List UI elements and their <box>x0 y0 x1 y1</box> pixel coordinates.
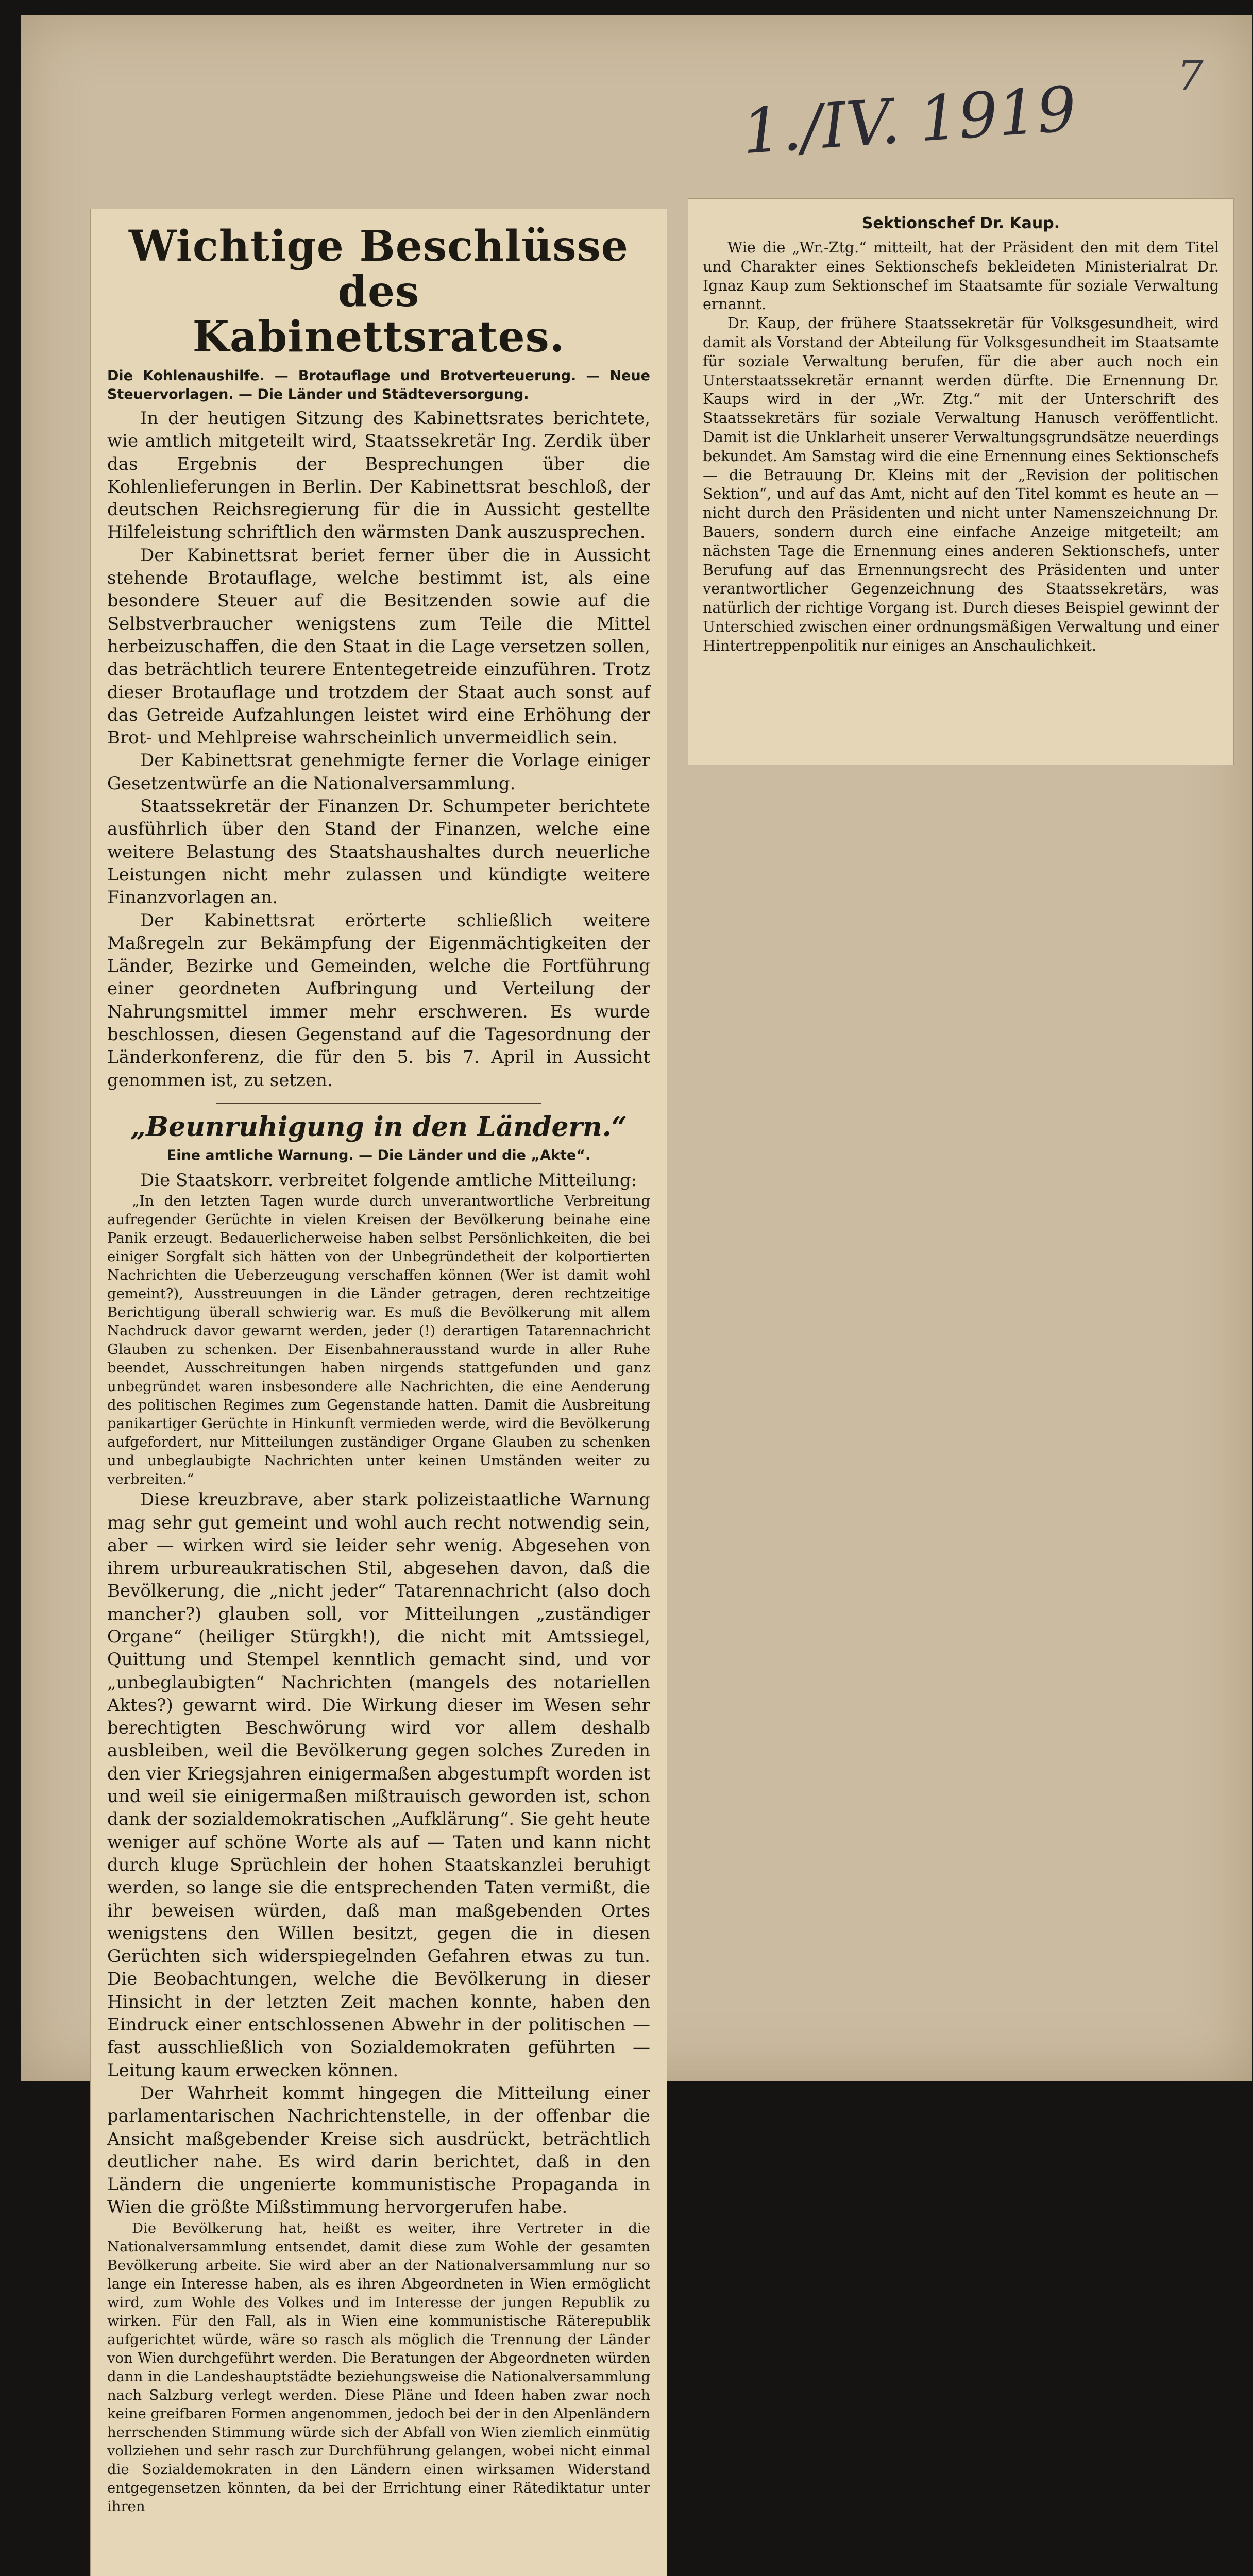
main-subheadline: Die Kohlenaushilfe. — Brotauflage und Brotverteuerung. — Neue Steuervorlagen. — Die Länder und Städteversorgung. <box>107 368 650 402</box>
quote-text: „In den letzten Tagen wurde durch unverantwortliche Verbreitung aufregender Gerüchte in vielen Kreisen der Bevölkerung beinahe eine Panik erzeugt. Bedauerlicherweise haben selbst Persönlichkeiten, die bei einiger Sorgfalt sich hätten von der Unbegründetheit der kolportierten Nachrichten die Ueberzeugung verschaffen können (Wer ist damit wohl gemeint?), Ausstreuungen in die Länder getragen, deren rechtzeitige Berichtigung überall schwierig war. Es muß die Bevölkerung mit allem Nachdruck davor gewarnt werden, jeder (!) derartigen Tatarennachricht Glauben zu schenken. Der Eisenbahnerausstand wurde in aller Ruhe beendet, Ausschreitungen haben nirgends stattgefunden und ganz unbegründet waren insbesondere alle Nachrichten, die eine Aenderung des politischen Regimes zum Gegenstande hatten. Damit die Ausbreitung panikartiger Gerüchte in Hinkunft vermieden werde, wird die Bevölkerung aufgefordert, nur Mitteilungen zuständiger Organe Glauben zu schenken und unbeglaubigte Nachrichten unter keinen Umständen weiter zu verbreiten.“ <box>107 1193 650 1488</box>
main-headline-line1: Wichtige Beschlüsse des <box>129 222 629 316</box>
official-notice-quote <box>107 1192 650 1488</box>
main-headline-line2: Kabinettsrates. <box>192 312 565 362</box>
article-divider <box>216 1103 541 1104</box>
clipping-kaup <box>688 198 1234 765</box>
second-headline: „Beunruhigung in den Ländern.“ <box>130 1111 627 1143</box>
main-paragraph-1: In der heutigen Sitzung des Kabinettsrates berichtete, wie amtlich mitgeteilt wird, Staatssekretär Ing. Zerdik über das Ergebnis der Besprechungen über die Kohlenlieferungen in Berlin. Der Kabinettsrat beschloß, der deutschen Reichsregierung für die in Aussicht gestellte Hilfeleistung schriftlich den wärmsten Dank auszusprechen. <box>107 408 650 543</box>
second-paragraph-1: Diese kreuzbrave, aber stark polizeistaatliche Warnung mag sehr gut gemeint und wohl auch recht notwendig sein, aber — wirken wird sie leider sehr wenig. Abgesehen von ihrem urbureaukratischen Stil, abgesehen davon, daß die Bevölkerung, die „nicht jeder“ Tatarennachricht (also doch mancher?) glauben soll, vor Mitteilungen „zuständiger Organe“ (heiliger Stürgkh!), die nicht mit Amtssiegel, Quittung und Stempel kenntlich gemacht sind, und vor „unbeglaubigten“ Nachrichten (mangels des notariellen Aktes?) gewarnt wird. Die Wirkung dieser im Wesen sehr berechtigten Beschwörung wird vor allem deshalb ausbleiben, weil die Bevölkerung gegen solches Zureden in den vier Kriegsjahren einigermaßen abgestumpft worden ist und weil sie einigermaßen mißtrauisch geworden ist, schon dank der sozialdemokratischen „Aufklärung“. Sie geht heute weniger auf schöne Worte als auf — Taten und kann nicht durch kluge Sprüchlein der hohen Staatskanzlei beruhigt werden, so lange sie die entsprechenden Taten vermißt, die ihr beweisen würden, daß man maßgebenden Ortes wenigstens den Willen besitzt, gegen die in diesen Gerüchten sich widerspiegelnden Gefahren etwas zu tun. Die Beobachtungen, welche die Bevölkerung in dieser Hinsicht in der letzten Zeit machen konnte, haben den Eindruck einer entschlossenen Abwehr in der politischen — fast ausschließlich von Sozialdemokraten geführten — Leitung kaum erwecken können. <box>107 1489 650 2081</box>
main-paragraph-3: Der Kabinettsrat genehmigte ferner die Vorlage einiger Gesetzentwürfe an die Nationalversammlung. <box>107 750 650 794</box>
main-article-body <box>107 407 650 1092</box>
main-headline <box>107 224 650 360</box>
main-paragraph-2: Der Kabinettsrat beriet ferner über die in Aussicht stehende Brotauflage, welche bestimmt ist, als eine besondere Steuer auf die Besitzenden sowie auf die Selbstverbraucher wenigstens zum Teile die Mittel herbeizuschaffen, die den Staat in die Lage versetzen sollen, das beträchtlich teurere Ententegetreide einzuführen. Trotz dieser Brotauflage und trotzdem der Staat auch sonst auf das Getreide Aufzahlungen leistet wird eine Erhöhung der Brot- und Mehlpreise wahrscheinlich unvermeidlich sein. <box>107 545 650 749</box>
handwritten-page-number: 7 <box>1177 52 1204 99</box>
second-intro: Die Staatskorr. verbreitet folgende amtliche Mitteilung: <box>140 1170 637 1191</box>
main-paragraph-5: Der Kabinettsrat erörterte schließlich weitere Maßregeln zur Bekämpfung der Eigenmächtigkeiten der Länder, Bezirke und Gemeinden, welche die Fortführung einer geordneten Aufbringung und Verteilung der Nahrungsmittel immer mehr erschweren. Es wurde beschlossen, diesen Gegenstand auf die Tagesordnung der Länderkonferenz, die für den 5. bis 7. April in Aussicht genommen ist, zu setzen. <box>107 910 650 1091</box>
closing-body <box>107 2219 650 2516</box>
commentary-body <box>107 1488 650 2219</box>
second-subheadline: Eine amtliche Warnung. — Die Länder und die „Akte“. <box>166 1147 591 1163</box>
clipping-cabinet-decisions <box>90 209 667 2576</box>
side-paragraph-1: Wie die „Wr.-Ztg.“ mitteilt, hat der Präsident den mit dem Titel und Charakter eines Sektionschefs bekleideten Ministerialrat Dr. Ignaz Kaup zum Sektionschef im Staatsamte für soziale Verwaltung ernannt. <box>703 239 1219 313</box>
second-closing: Die Bevölkerung hat, heißt es weiter, ihre Vertreter in die Nationalversammlung entsendet, damit diese zum Wohle der gesamten Bevölkerung arbeite. Sie wird aber an der Nationalversammlung nur so lange ein Interesse haben, als es ihren Abgeordneten in Wien ermöglicht wird, zum Wohle des Volkes und im Interesse der jungen Republik zu wirken. Für den Fall, als in Wien eine kommunistische Räterepublik aufgerichtet würde, wäre so rasch als möglich die Trennung der Länder von Wien durchgeführt werden. Die Beratungen der Abgeordneten würden dann in die Landeshauptstädte beziehungsweise die Nationalversammlung nach Salzburg verlegt werden. Diese Pläne und Ideen haben zwar noch keine greifbaren Formen angenommen, jedoch bei der in den Alpenländern herrschenden Stimmung würde sich der Abfall von Wien ziemlich einmütig vollziehen und sehr rasch zur Durchführung gelangen, wobei nicht einmal die Sozialdemokraten in den Ländern einen wirksamen Widerstand entgegensetzen könnten, da bei der Errichtung einer Rätediktatur unter ihren <box>107 2219 650 2515</box>
side-headline: Sektionschef Dr. Kaup. <box>861 214 1060 232</box>
main-paragraph-4: Staatssekretär der Finanzen Dr. Schumpeter berichtete ausführlich über den Stand der Finanzen, welche eine weitere Belastung des Staatshaushaltes durch neuerliche Leistungen nicht mehr zulassen und kündigte weitere Finanzvorlagen an. <box>107 796 650 908</box>
second-paragraph-2: Der Wahrheit kommt hingegen die Mitteilung einer parlamentarischen Nachrichtenstelle, in der offenbar die Ansicht maßgebender Kreise sich ausdrückt, beträchtlich deutlicher nahe. Es wird darin berichtet, daß in den Ländern die ungenierte kommunistische Propaganda in Wien die größte Mißstimmung hervorgerufen habe. <box>107 2082 650 2218</box>
handwritten-date: 1./IV. 1919 <box>739 73 1079 168</box>
second-article-body <box>107 1169 650 1192</box>
side-paragraph-2: Dr. Kaup, der frühere Staatssekretär für Volksgesundheit, wird damit als Vorstand der Abteilung für Volksgesundheit im Staatsamte für soziale Verwaltung berufen, für die aber auch noch ein Unterstaatssekretär ernannt werden dürfte. Die Ernennung Dr. Kaups wird in der „Wr. Ztg.“ mit der Unterschrift des Staatssekretärs für soziale Verwaltung Hanusch veröffentlicht. Damit ist die Unklarheit unserer Verwaltungsgrundsätze neuerdings bekundet. Am Samstag wird die eine Ernennung eines Sektionschefs — die Betrauung Dr. Kleins mit der „Revision der politischen Sektion“, und auf das Amt, nicht auf den Titel kommt es heute an — nicht durch den Präsidenten und nicht unter Namenszeichnung Dr. Bauers, sondern durch eine einfache Anzeige mitgeteilt; am nächsten Tage die Ernennung eines anderen Sektionschefs, unter Berufung auf das Ernennungsrecht des Präsidenten und unter verantwortlicher Gegenzeichnung des Staatssekretärs, was natürlich der richtige Vorgang ist. Durch dieses Beispiel gewinnt der Unterschied zwischen einer ordnungsmäßigen Verwaltung und einer Hintertreppenpolitik nur einiges an Anschaulichkeit. <box>703 315 1219 654</box>
side-article-body <box>703 239 1219 656</box>
